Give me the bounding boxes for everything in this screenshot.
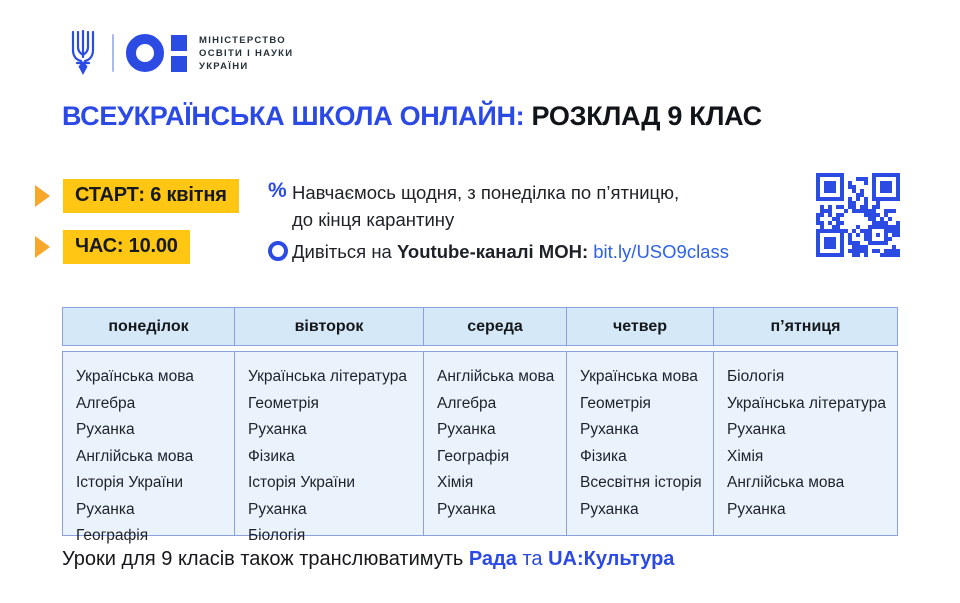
- daily-note-line1: Навчаємось щодня, з понеділка по п’ятницю,: [292, 182, 680, 203]
- lesson-item: Англійська мова: [727, 474, 845, 491]
- day-header-3: четвер: [567, 307, 714, 346]
- lesson-item: Історія України: [248, 474, 356, 491]
- footer-channel-ua-kultura: UA:Культура: [548, 548, 675, 570]
- youtube-prefix: Дивіться на: [292, 241, 397, 262]
- title-dark-part: РОЗКЛАД 9 КЛАС: [524, 101, 762, 131]
- lesson-item: Географія: [76, 527, 149, 544]
- lesson-item: Хімія: [437, 474, 474, 491]
- day-column-0: [62, 351, 235, 544]
- footer-prefix: Уроки для 9 класів також транслюватимуть: [62, 548, 469, 570]
- lesson-item: Руханка: [727, 421, 786, 438]
- lesson-item: Українська мова: [76, 368, 194, 385]
- arrow-right-icon: [35, 236, 50, 258]
- arrow-right-icon: [35, 185, 50, 207]
- lesson-item: Географія: [437, 447, 510, 465]
- youtube-note-text: [292, 238, 729, 265]
- ministry-line: МІНІСТЕРСТВО: [199, 34, 286, 46]
- lesson-item: Руханка: [76, 421, 135, 438]
- time-row: [35, 230, 190, 264]
- lesson-item: Геометрія: [248, 394, 319, 412]
- lesson-item: Всесвітня історія: [580, 474, 702, 491]
- lesson-item: Фізика: [580, 447, 627, 465]
- youtube-link[interactable]: bit.ly/USO9class: [593, 241, 729, 262]
- circle-icon: [268, 241, 288, 261]
- schedule-header-row: [62, 307, 898, 346]
- daily-note-text: [292, 179, 679, 233]
- lesson-item: Алгебра: [437, 394, 497, 412]
- lesson-item: Руханка: [727, 500, 786, 518]
- logo-divider: [112, 34, 114, 72]
- footer-note: [62, 548, 674, 571]
- lesson-item: Фізика: [248, 447, 295, 465]
- lesson-item: Алгебра: [76, 394, 136, 412]
- lesson-item: Руханка: [248, 421, 307, 438]
- lesson-item: Руханка: [437, 421, 496, 438]
- logo-colon: [171, 35, 187, 72]
- lesson-item: Руханка: [437, 500, 496, 518]
- day-header-4: п’ятниця: [714, 307, 898, 346]
- ministry-line: ОСВІТИ І НАУКИ: [199, 47, 294, 59]
- lesson-item: Біологія: [727, 368, 785, 385]
- ministry-logo: [66, 28, 293, 78]
- qr-code: [812, 169, 904, 261]
- lesson-item: Руханка: [248, 500, 307, 518]
- footer-conjunction: та: [516, 548, 549, 570]
- o-colon-logo-icon: [126, 34, 187, 72]
- day-column-2: [424, 351, 567, 536]
- daily-note-line2: до кінця карантину: [292, 209, 455, 230]
- daily-schedule-note: [268, 179, 679, 233]
- time-badge: ЧАС: 10.00: [63, 230, 190, 264]
- lesson-item: Геометрія: [580, 394, 651, 412]
- lesson-item: Історія України: [76, 474, 184, 491]
- youtube-channel-label: Youtube-каналі МОН:: [396, 241, 589, 262]
- lesson-item: Англійська мова: [76, 447, 194, 465]
- day-column-3: [567, 351, 714, 536]
- lesson-item: Руханка: [580, 500, 639, 518]
- day-header-1: вівторок: [235, 307, 424, 346]
- start-date-row: [35, 179, 239, 213]
- lesson-item: Хімія: [727, 447, 764, 465]
- footer-channel-rada: Рада: [468, 548, 517, 570]
- day-column-4: [714, 351, 898, 536]
- day-header-2: середа: [424, 307, 567, 346]
- lesson-item: Руханка: [580, 421, 639, 438]
- schedule-body-row: [62, 351, 898, 544]
- percent-icon: %: [268, 179, 287, 202]
- lesson-item: Українська література: [727, 394, 886, 412]
- youtube-note: [268, 238, 729, 265]
- page-title: [62, 101, 762, 132]
- ministry-name: [199, 34, 293, 73]
- day-column-1: [235, 351, 424, 544]
- ukraine-trident-icon: [66, 28, 100, 78]
- title-blue-part: ВСЕУКРАЇНСЬКА ШКОЛА ОНЛАЙН:: [62, 101, 525, 131]
- schedule-table: [62, 307, 898, 544]
- lesson-item: Англійська мова: [437, 368, 555, 385]
- lesson-item: Українська мова: [580, 368, 698, 385]
- lesson-item: Біологія: [248, 527, 306, 544]
- day-header-0: понеділок: [62, 307, 235, 346]
- logo-ring: [126, 34, 164, 72]
- ministry-line: УКРАЇНИ: [199, 60, 249, 72]
- lesson-item: Руханка: [76, 500, 135, 518]
- start-date-badge: СТАРТ: 6 квітня: [63, 179, 239, 213]
- lesson-item: Українська література: [248, 368, 407, 385]
